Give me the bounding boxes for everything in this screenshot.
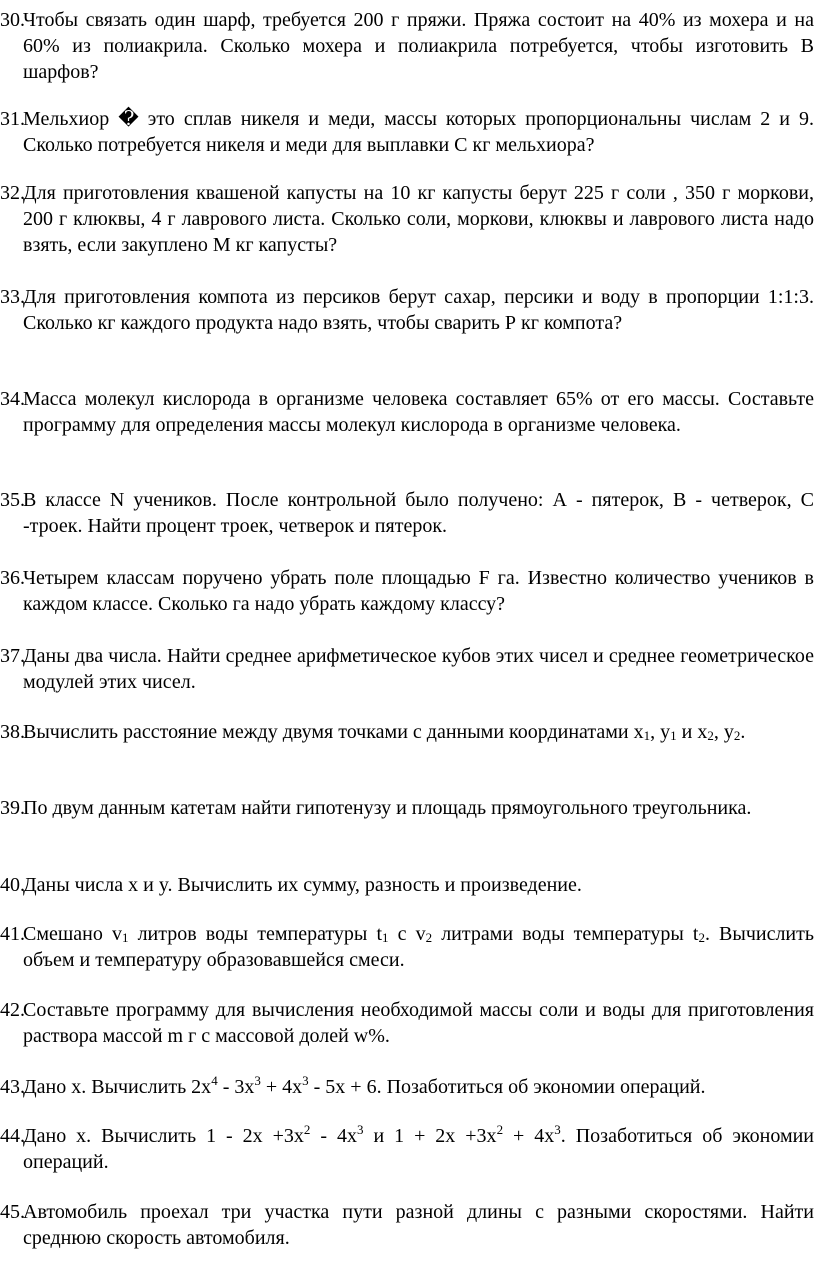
problem-text: Мельхиор � это сплав никеля и меди, массы которых пропорциональны числам 2 и 9. Сколько потребуется никеля и меди для выплавки С кг мельхиора? <box>23 108 814 156</box>
problem-number: 43. <box>0 1076 25 1098</box>
problem-text: Дано x. Вычислить $2x^4 - 3x^3 + 4x^3 - 5x + 6$. Позаботиться об экономии операций. <box>23 1073 706 1098</box>
problem-text: Для приготовления компота из персиков берут сахар, персики и воду в пропорции 1:1:3. Сколько кг каждого продукта надо взять, чтобы сварить Р кг компота? <box>23 286 814 334</box>
problem-text: Смешано $v_1$ литров воды температуры $t_1$ с $v_2$ литрами воды температуры $t_2$. Вычислить объем и температуру образовавшейся смеси. <box>23 923 814 971</box>
problem-number: 38. <box>0 721 25 743</box>
problem-45 <box>0 1199 814 1251</box>
problem-42 <box>0 997 814 1049</box>
problem-text: Масса молекул кислорода в организме человека составляет 65% от его массы. Составьте программу для определения массы молекул кислорода в организме человека. <box>23 388 814 436</box>
problem-text: Для приготовления квашеной капусты на 10 кг капусты берут 225 г соли , 350 г моркови, 200 г клюквы, 4 г лаврового листа. Сколько соли, моркови, клюквы и лаврового листа надо взять, если закуплено М кг капусты? <box>23 182 814 256</box>
problem-number: 39. <box>0 797 25 819</box>
problem-37 <box>0 643 814 695</box>
problem-number: 45. <box>0 1201 25 1223</box>
problem-number: 36. <box>0 567 25 589</box>
problem-number: 40. <box>0 874 25 896</box>
problem-35 <box>0 487 814 539</box>
problem-number: 35. <box>0 489 25 511</box>
problem-30 <box>0 7 814 85</box>
problem-41 <box>0 921 814 973</box>
problem-text: Даны числа x и y. Вычислить их сумму, разность и произведение. <box>23 874 582 896</box>
problem-number: 41. <box>0 923 25 945</box>
problem-number: 33. <box>0 286 25 308</box>
problem-number: 37. <box>0 645 25 667</box>
problem-38 <box>0 719 814 745</box>
problem-39 <box>0 795 814 821</box>
problem-text: В классе N учеников. После контрольной было получено: А - пятерок, В - четверок, С -троек. Найти процент троек, четверок и пятерок. <box>23 489 814 537</box>
problem-text: Чтобы связать один шарф, требуется 200 г пряжи. Пряжа состоит на 40% из мохера и на 60% из полиакрила. Сколько мохера и полиакрила потребуется, чтобы изготовить В шарфов? <box>23 9 814 83</box>
problem-31 <box>0 106 814 158</box>
problem-number: 30. <box>0 9 25 31</box>
problem-44 <box>0 1123 814 1175</box>
problem-text: По двум данным катетам найти гипотенузу и площадь прямоугольного треугольника. <box>23 797 752 819</box>
problem-number: 44. <box>0 1125 25 1147</box>
problem-text: Составьте программу для вычисления необходимой массы соли и воды для приготовления раствора массой m г с массовой долей w%. <box>23 999 814 1047</box>
problem-text: Дано x. Вычислить $1 - 2x +3x^2 - 4x^3$ и $1 + 2x +3x^2 + 4x^3$. Позаботиться об экономии операций. <box>23 1122 815 1173</box>
problem-34 <box>0 386 814 438</box>
problem-number: 32. <box>0 182 25 204</box>
problem-43 <box>0 1074 814 1100</box>
problem-text: Даны два числа. Найти среднее арифметическое кубов этих чисел и среднее геометрическое модулей этих чисел. <box>23 645 814 693</box>
problem-text: Четырем классам поручено убрать поле площадью F га. Известно количество учеников в каждом классе. Сколько га надо убрать каждому классу? <box>23 567 814 615</box>
problem-number: 34. <box>0 388 25 410</box>
problem-36 <box>0 565 814 617</box>
problem-32 <box>0 180 814 258</box>
problem-40 <box>0 872 814 898</box>
problem-number: 42. <box>0 999 25 1021</box>
problem-33 <box>0 284 814 336</box>
problem-text: Вычислить расстояние между двумя точками с данными координатами $x_1$, $y_1$ и $x_2$, $y_2$. <box>23 721 746 743</box>
problem-text: Автомобиль проехал три участка пути разной длины с разными скоростями. Найти среднюю скорость автомобиля. <box>23 1201 814 1249</box>
problem-number: 31. <box>0 108 25 130</box>
